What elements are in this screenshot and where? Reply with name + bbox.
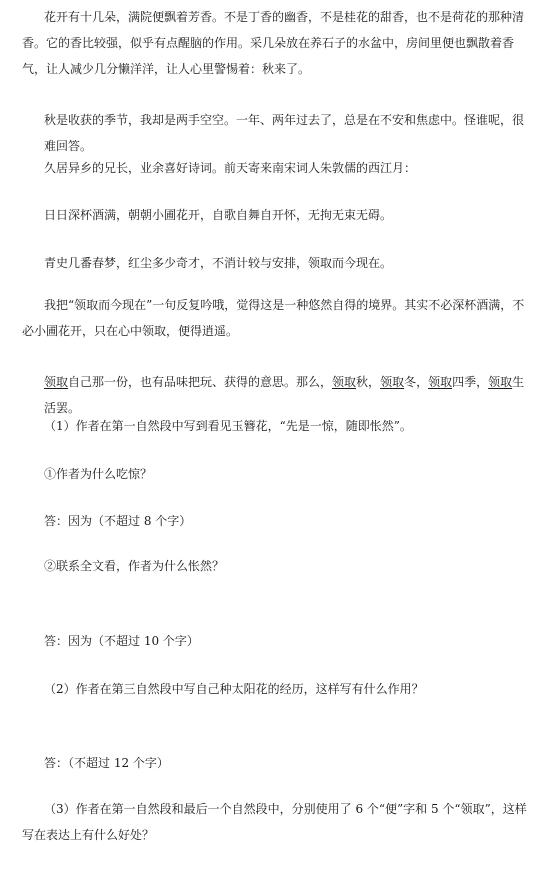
- underlined-lingqu: 领取: [488, 375, 513, 389]
- paragraph-7-text: 秋，: [356, 375, 381, 389]
- paragraph-6: 我把“领取而今现在”一句反复吟哦，觉得这是一种悠然自得的境界。其实不必深杯酒满，不必小圃花开，只在心中领取，便得逍遥。: [22, 298, 525, 338]
- underlined-lingqu: 领取: [332, 375, 357, 389]
- question-1a: ①作者为什么吃惊？: [44, 467, 153, 481]
- paragraph-3: 久居异乡的兄长，业余喜好诗词。前天寄来南宋词人朱敦儒的西江月：: [44, 161, 417, 175]
- paragraph-7-text: 自己那一份，也有品味把玩、获得的意思。那么，: [68, 375, 333, 389]
- paragraph-7-text: 四季，: [452, 375, 489, 389]
- paragraph-2: 秋是收获的季节，我却是两手空空。一年、两年过去了，总是在不安和焦虑中。怪谁呢，很难回答。: [44, 113, 525, 153]
- poem-line-2: 青史几番春梦，红尘多少奇才，不消计较与安排，领取而今现在。: [44, 256, 393, 270]
- question-3: （3）作者在第一自然段和最后一个自然段中，分别使用了 6 个“便”字和 5 个“领取”，这样写在表达上有什么好处？: [22, 802, 527, 842]
- underlined-lingqu: 领取: [428, 375, 453, 389]
- paragraph-7-text: 生活罢。: [44, 375, 525, 415]
- underlined-lingqu: 领取: [44, 375, 69, 389]
- question-1b: ②联系全文看，作者为什么怅然？: [44, 559, 225, 573]
- question-1b-answer: 答：因为（不超过 10 个字）: [44, 634, 199, 648]
- question-1: （1）作者在第一自然段中写到看见玉簪花，“先是一惊，随即怅然”。: [44, 419, 412, 433]
- poem-line-1: 日日深杯酒满，朝朝小圃花开，自歌自舞自开怀，无拘无束无碍。: [44, 208, 393, 222]
- question-2-answer: 答：（不超过 12 个字）: [44, 756, 169, 770]
- paragraph-7-text: 冬，: [404, 375, 429, 389]
- question-1a-answer: 答：因为（不超过 8 个字）: [44, 514, 192, 528]
- underlined-lingqu: 领取: [380, 375, 405, 389]
- paragraph-1: 花开有十几朵，满院便飘着芳香。不是丁香的幽香，不是桂花的甜香，也不是荷花的那种清香。它的香比较强，似乎有点醒脑的作用。采几朵放在养石子的水盆中，房间里便也飘散着香气，让人减少几分懒洋洋，让人心里警惕着：秋来了。: [22, 10, 525, 76]
- question-2: （2）作者在第三自然段中写自己种太阳花的经历，这样写有什么作用？: [44, 682, 424, 696]
